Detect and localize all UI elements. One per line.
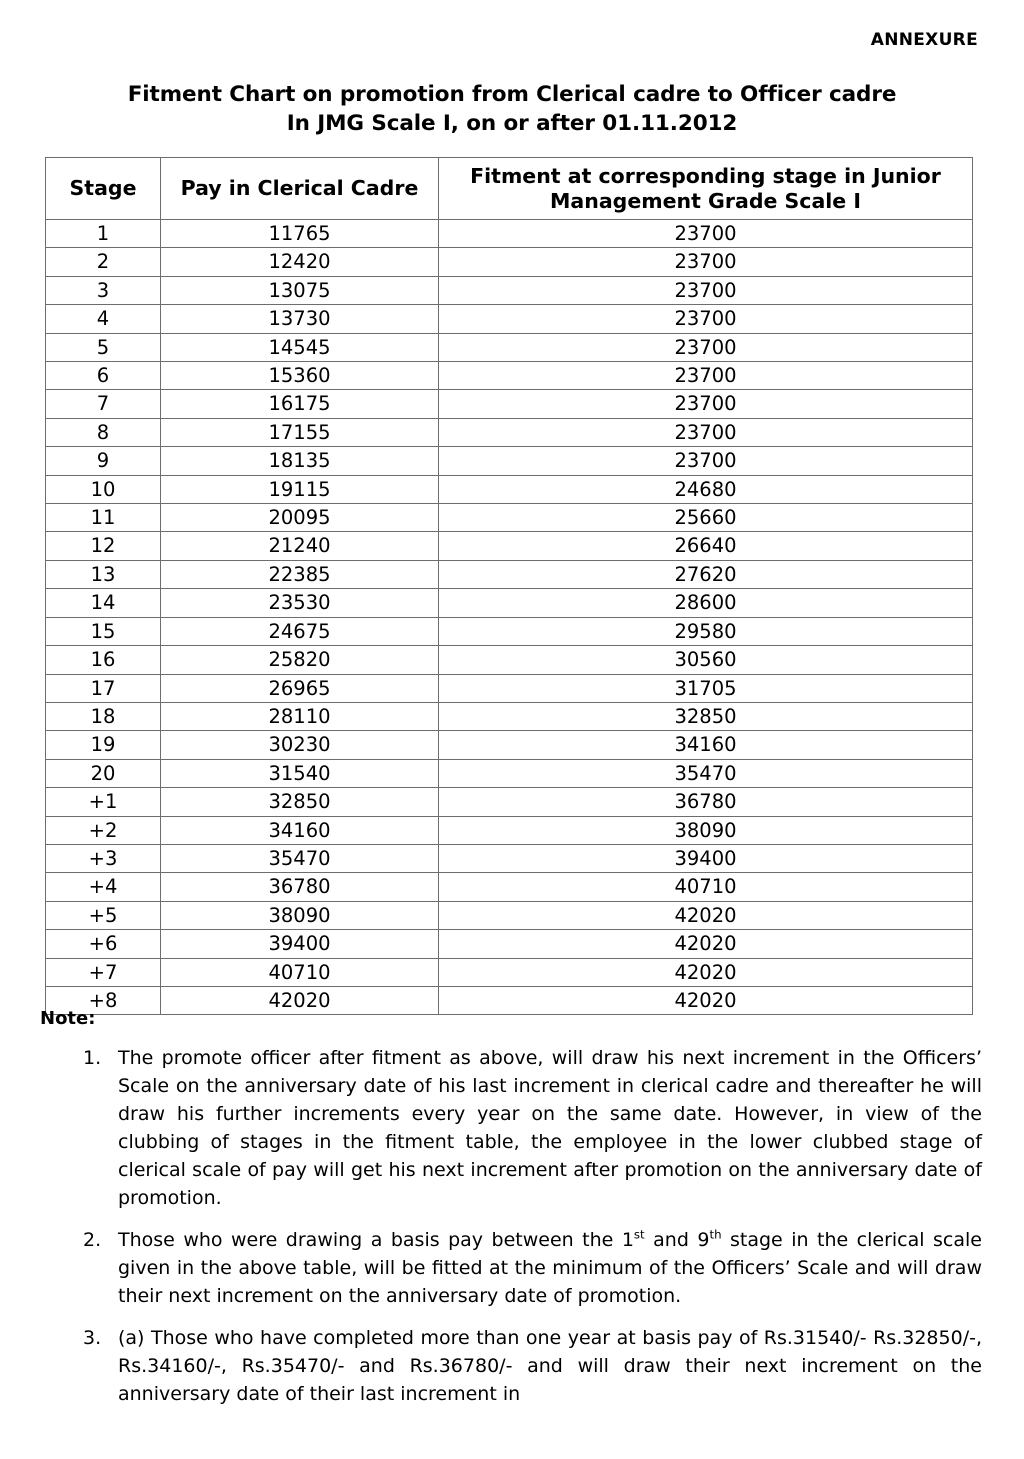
cell-stage: 20	[46, 759, 161, 787]
note-text: (a) Those who have completed more than one year at basis pay of Rs.31540/- Rs.32850/-, Rs.34160/-, Rs.35470/- and Rs.36780/- and will draw their next increment on the anniversary date of their last increment in	[118, 1327, 982, 1405]
table-row	[46, 759, 973, 787]
page-title-line-2: In JMG Scale I, on or after 01.11.2012	[286, 111, 738, 136]
cell-stage: 16	[46, 646, 161, 674]
cell-stage: +8	[46, 986, 161, 1014]
note-marker: 2.	[83, 1229, 102, 1251]
table-row	[46, 305, 973, 333]
cell-pay-clerical: 15360	[161, 362, 439, 390]
cell-stage: 14	[46, 589, 161, 617]
cell-pay-clerical: 21240	[161, 532, 439, 560]
note-marker: 1.	[83, 1047, 102, 1069]
cell-stage: 18	[46, 702, 161, 730]
cell-fitment-jmgs1: 39400	[439, 844, 973, 872]
cell-fitment-jmgs1: 36780	[439, 788, 973, 816]
table-row	[46, 475, 973, 503]
table-row	[46, 674, 973, 702]
cell-fitment-jmgs1: 42020	[439, 930, 973, 958]
cell-pay-clerical: 26965	[161, 674, 439, 702]
table-row	[46, 901, 973, 929]
cell-pay-clerical: 22385	[161, 560, 439, 588]
table-row	[46, 248, 973, 276]
cell-pay-clerical: 13075	[161, 276, 439, 304]
cell-stage: 4	[46, 305, 161, 333]
cell-stage: +4	[46, 873, 161, 901]
table-row	[46, 788, 973, 816]
table-row	[46, 532, 973, 560]
cell-stage: +2	[46, 816, 161, 844]
cell-pay-clerical: 20095	[161, 504, 439, 532]
cell-stage: 7	[46, 390, 161, 418]
cell-stage: 17	[46, 674, 161, 702]
note-marker: 3.	[83, 1327, 102, 1349]
cell-pay-clerical: 28110	[161, 702, 439, 730]
cell-stage: 1	[46, 220, 161, 248]
notes-list	[40, 1044, 984, 1422]
cell-fitment-jmgs1: 30560	[439, 646, 973, 674]
annexure-label: ANNEXURE	[870, 30, 978, 50]
cell-pay-clerical: 32850	[161, 788, 439, 816]
table-row	[46, 418, 973, 446]
cell-fitment-jmgs1: 32850	[439, 702, 973, 730]
cell-fitment-jmgs1: 42020	[439, 958, 973, 986]
cell-stage: 10	[46, 475, 161, 503]
cell-pay-clerical: 11765	[161, 220, 439, 248]
cell-fitment-jmgs1: 42020	[439, 901, 973, 929]
note-heading: Note:	[40, 1008, 96, 1029]
cell-stage: 12	[46, 532, 161, 560]
cell-stage: 15	[46, 617, 161, 645]
cell-fitment-jmgs1: 34160	[439, 731, 973, 759]
page-title	[0, 80, 1024, 138]
cell-stage: 11	[46, 504, 161, 532]
table-row	[46, 447, 973, 475]
cell-fitment-jmgs1: 23700	[439, 305, 973, 333]
table-row	[46, 390, 973, 418]
cell-pay-clerical: 16175	[161, 390, 439, 418]
table-row	[46, 646, 973, 674]
table-row	[46, 220, 973, 248]
table-row	[46, 362, 973, 390]
note-text: The promote officer after fitment as above, will draw his next increment in the Officers’ Scale on the anniversary date of his last increment in clerical cadre and thereafter he will draw his further increments every year on the same date. However, in view of the clubbing of stages in the fitment table, the employee in the lower clubbed stage of clerical scale of pay will get his next increment after promotion on the anniversary date of promotion.	[118, 1047, 982, 1209]
table-row	[46, 560, 973, 588]
cell-fitment-jmgs1: 42020	[439, 986, 973, 1014]
table-row	[46, 958, 973, 986]
cell-pay-clerical: 38090	[161, 901, 439, 929]
cell-fitment-jmgs1: 23700	[439, 418, 973, 446]
table-row	[46, 930, 973, 958]
cell-pay-clerical: 30230	[161, 731, 439, 759]
cell-pay-clerical: 13730	[161, 305, 439, 333]
cell-fitment-jmgs1: 29580	[439, 617, 973, 645]
cell-pay-clerical: 36780	[161, 873, 439, 901]
cell-stage: 2	[46, 248, 161, 276]
table-body	[46, 220, 973, 1015]
cell-stage: 19	[46, 731, 161, 759]
cell-fitment-jmgs1: 38090	[439, 816, 973, 844]
note-text: Those who were drawing a basis pay between the 1st and 9th stage in the clerical scale given in the above table, will be fitted at the minimum of the Officers’ Scale and will draw their next increment on the anniversary date of promotion.	[118, 1227, 982, 1307]
table-row	[46, 873, 973, 901]
cell-stage: +7	[46, 958, 161, 986]
cell-fitment-jmgs1: 23700	[439, 447, 973, 475]
cell-stage: 3	[46, 276, 161, 304]
cell-fitment-jmgs1: 23700	[439, 276, 973, 304]
cell-pay-clerical: 35470	[161, 844, 439, 872]
cell-stage: +5	[46, 901, 161, 929]
table-row	[46, 504, 973, 532]
cell-stage: 8	[46, 418, 161, 446]
cell-fitment-jmgs1: 31705	[439, 674, 973, 702]
cell-fitment-jmgs1: 23700	[439, 390, 973, 418]
note-item	[40, 1324, 984, 1408]
note-item	[40, 1226, 984, 1310]
cell-fitment-jmgs1: 23700	[439, 220, 973, 248]
column-header-stage: Stage	[46, 158, 161, 220]
cell-fitment-jmgs1: 28600	[439, 589, 973, 617]
cell-fitment-jmgs1: 27620	[439, 560, 973, 588]
cell-pay-clerical: 24675	[161, 617, 439, 645]
table-header-row	[46, 158, 973, 220]
table-row	[46, 589, 973, 617]
cell-fitment-jmgs1: 23700	[439, 362, 973, 390]
note-item	[40, 1044, 984, 1212]
cell-pay-clerical: 39400	[161, 930, 439, 958]
table-row	[46, 986, 973, 1014]
cell-stage: +1	[46, 788, 161, 816]
cell-pay-clerical: 14545	[161, 333, 439, 361]
table-row	[46, 816, 973, 844]
ordinal-suffix: th	[709, 1227, 722, 1242]
cell-pay-clerical: 12420	[161, 248, 439, 276]
cell-fitment-jmgs1: 26640	[439, 532, 973, 560]
table-row	[46, 276, 973, 304]
cell-pay-clerical: 34160	[161, 816, 439, 844]
table-row	[46, 617, 973, 645]
cell-pay-clerical: 25820	[161, 646, 439, 674]
cell-stage: +6	[46, 930, 161, 958]
cell-stage: 6	[46, 362, 161, 390]
cell-pay-clerical: 40710	[161, 958, 439, 986]
column-header-pay: Pay in Clerical Cadre	[161, 158, 439, 220]
table-row	[46, 702, 973, 730]
column-header-fitment: Fitment at corresponding stage in Junior Management Grade Scale I	[439, 158, 973, 220]
cell-pay-clerical: 17155	[161, 418, 439, 446]
fitment-table	[45, 157, 973, 1015]
cell-fitment-jmgs1: 35470	[439, 759, 973, 787]
cell-stage: 9	[46, 447, 161, 475]
page-title-line-1: Fitment Chart on promotion from Clerical cadre to Officer cadre	[127, 82, 897, 107]
cell-pay-clerical: 19115	[161, 475, 439, 503]
cell-pay-clerical: 23530	[161, 589, 439, 617]
cell-pay-clerical: 31540	[161, 759, 439, 787]
cell-fitment-jmgs1: 40710	[439, 873, 973, 901]
cell-stage: 13	[46, 560, 161, 588]
table-header	[46, 158, 973, 220]
cell-fitment-jmgs1: 23700	[439, 248, 973, 276]
cell-stage: 5	[46, 333, 161, 361]
cell-stage: +3	[46, 844, 161, 872]
table-row	[46, 333, 973, 361]
table-row	[46, 731, 973, 759]
cell-pay-clerical: 42020	[161, 986, 439, 1014]
table-row	[46, 844, 973, 872]
cell-pay-clerical: 18135	[161, 447, 439, 475]
cell-fitment-jmgs1: 24680	[439, 475, 973, 503]
cell-fitment-jmgs1: 23700	[439, 333, 973, 361]
ordinal-suffix: st	[633, 1227, 645, 1242]
cell-fitment-jmgs1: 25660	[439, 504, 973, 532]
